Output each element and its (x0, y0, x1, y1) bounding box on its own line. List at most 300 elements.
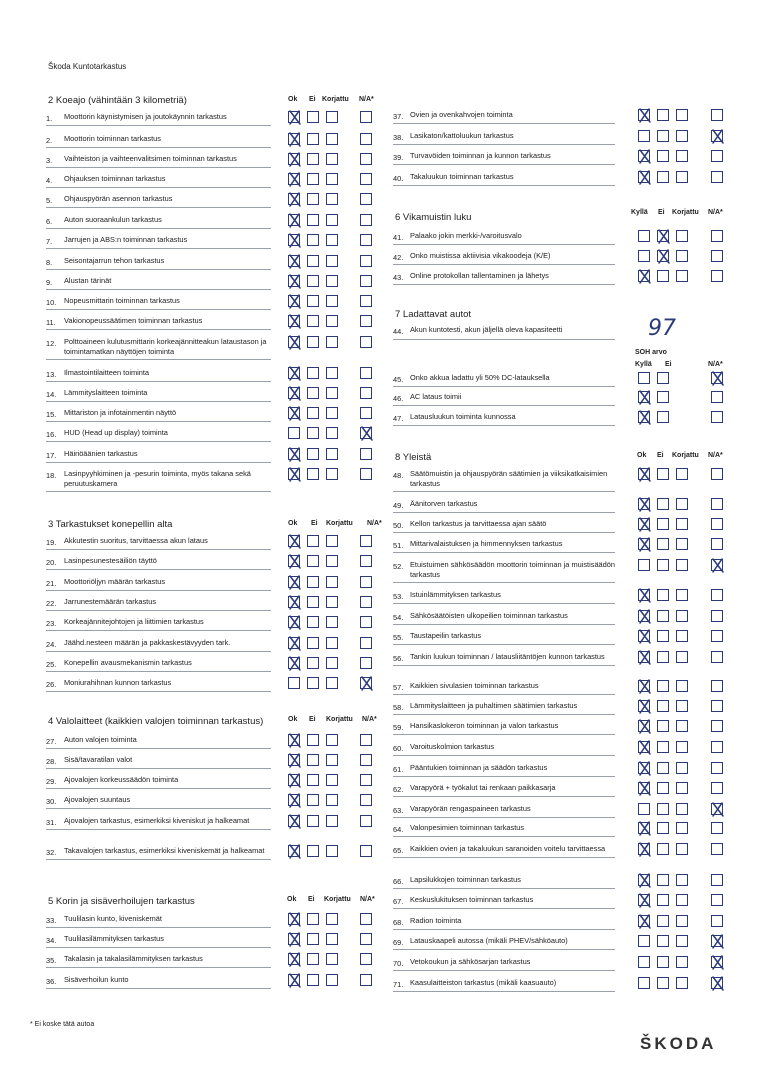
checkbox-na[interactable] (360, 616, 372, 628)
checkbox-ok[interactable] (288, 214, 300, 226)
checkbox-korjattu[interactable] (676, 915, 688, 927)
checkbox-korjattu[interactable] (676, 630, 688, 642)
checkbox-ok[interactable] (288, 315, 300, 327)
checkbox-korjattu[interactable] (676, 498, 688, 510)
checkbox-ei[interactable] (307, 275, 319, 287)
checkbox-ei[interactable] (307, 794, 319, 806)
checkbox-ei[interactable] (307, 111, 319, 123)
item-label: Lämmityslaitteen toiminta (64, 388, 148, 397)
checkbox-ei[interactable] (657, 270, 669, 282)
checkbox-korjattu[interactable] (326, 336, 338, 348)
item-number: 60. (393, 744, 404, 753)
checkbox-na[interactable] (360, 754, 372, 766)
checkbox-korjattu[interactable] (326, 315, 338, 327)
checkbox-korjattu[interactable] (676, 894, 688, 906)
checkbox-ei[interactable] (307, 933, 319, 945)
checkbox-korjattu[interactable] (326, 255, 338, 267)
checkbox-ok[interactable] (638, 230, 650, 242)
checkbox-na[interactable] (711, 150, 723, 162)
checkbox-korjattu[interactable] (676, 843, 688, 855)
checkbox-korjattu[interactable] (676, 956, 688, 968)
checkbox-ei[interactable] (657, 894, 669, 906)
checkbox-ok[interactable] (288, 448, 300, 460)
column-header: Korjattu (672, 452, 699, 459)
checkbox-korjattu[interactable] (326, 774, 338, 786)
checkbox-ok[interactable] (288, 336, 300, 348)
checkbox-na[interactable] (711, 915, 723, 927)
handwritten-cross-icon (287, 273, 302, 290)
checkbox-ok[interactable] (288, 407, 300, 419)
checkbox-na[interactable] (711, 372, 723, 384)
checkbox-ei[interactable] (307, 214, 319, 226)
checkbox-ei[interactable] (657, 498, 669, 510)
checkbox-korjattu[interactable] (326, 367, 338, 379)
checkbox-korjattu[interactable] (676, 741, 688, 753)
checkbox-korjattu[interactable] (676, 874, 688, 886)
checkbox-korjattu[interactable] (326, 815, 338, 827)
checkbox-na[interactable] (711, 700, 723, 712)
checkbox-ok[interactable] (288, 295, 300, 307)
item-label: Vetokoukun ja sähkösarjan tarkastus (410, 957, 531, 966)
checkbox-ei[interactable] (307, 657, 319, 669)
checkbox-na[interactable] (711, 559, 723, 571)
checkbox-ei[interactable] (657, 935, 669, 947)
checkbox-ok[interactable] (638, 518, 650, 530)
checkbox-na[interactable] (711, 250, 723, 262)
checkbox-na[interactable] (711, 130, 723, 142)
checkbox-ok[interactable] (638, 762, 650, 774)
checkbox-ok[interactable] (288, 427, 300, 439)
checkbox-na[interactable] (711, 822, 723, 834)
checkbox-korjattu[interactable] (676, 171, 688, 183)
checkbox-korjattu[interactable] (676, 822, 688, 834)
checkbox-ei[interactable] (657, 610, 669, 622)
checkbox-ok[interactable] (638, 843, 650, 855)
checkbox-ei[interactable] (657, 230, 669, 242)
checkbox-na[interactable] (711, 391, 723, 403)
checkbox-na[interactable] (360, 555, 372, 567)
checkbox-na[interactable] (360, 367, 372, 379)
checkbox-ei[interactable] (307, 616, 319, 628)
checkbox-ei[interactable] (307, 407, 319, 419)
checkbox-korjattu[interactable] (676, 762, 688, 774)
checkbox-ok[interactable] (638, 270, 650, 282)
handwritten-cross-icon (287, 553, 302, 570)
checkbox-ei[interactable] (657, 822, 669, 834)
checkbox-ei[interactable] (307, 234, 319, 246)
checkbox-ok[interactable] (288, 637, 300, 649)
checkbox-ei[interactable] (307, 677, 319, 689)
checkbox-kylla[interactable] (638, 372, 650, 384)
checkbox-ok[interactable] (288, 815, 300, 827)
checkbox-na[interactable] (711, 610, 723, 622)
checkbox-ok[interactable] (288, 111, 300, 123)
checkbox-na[interactable] (360, 734, 372, 746)
row-divider (46, 401, 271, 402)
checkbox-na[interactable] (711, 538, 723, 550)
checkbox-na[interactable] (360, 535, 372, 547)
checkbox-korjattu[interactable] (326, 974, 338, 986)
checkbox-ei[interactable] (307, 974, 319, 986)
checkbox-ok[interactable] (288, 953, 300, 965)
checkbox-kylla[interactable] (638, 411, 650, 423)
checkbox-korjattu[interactable] (326, 576, 338, 588)
checkbox-ei[interactable] (657, 391, 669, 403)
checkbox-na[interactable] (711, 874, 723, 886)
checkbox-na[interactable] (711, 230, 723, 242)
checkbox-ok[interactable] (638, 803, 650, 815)
checkbox-na[interactable] (711, 741, 723, 753)
checkbox-na[interactable] (360, 794, 372, 806)
checkbox-ei[interactable] (307, 953, 319, 965)
item-number: 1. (46, 114, 53, 123)
checkbox-korjattu[interactable] (676, 680, 688, 692)
checkbox-na[interactable] (360, 193, 372, 205)
checkbox-korjattu[interactable] (676, 230, 688, 242)
checkbox-ok[interactable] (288, 754, 300, 766)
checkbox-ok[interactable] (638, 894, 650, 906)
checkbox-ok[interactable] (638, 782, 650, 794)
checkbox-na[interactable] (360, 133, 372, 145)
checkbox-ok[interactable] (638, 822, 650, 834)
checkbox-ok[interactable] (288, 616, 300, 628)
checkbox-korjattu[interactable] (326, 637, 338, 649)
checkbox-ei[interactable] (657, 468, 669, 480)
handwritten-cross-icon (637, 820, 652, 837)
checkbox-ei[interactable] (307, 255, 319, 267)
checkbox-ok[interactable] (288, 255, 300, 267)
row-divider (393, 817, 615, 818)
checkbox-ei[interactable] (657, 589, 669, 601)
checkbox-ei[interactable] (657, 109, 669, 121)
checkbox-na[interactable] (711, 109, 723, 121)
checkbox-na[interactable] (360, 845, 372, 857)
checkbox-ei[interactable] (657, 630, 669, 642)
checkbox-na[interactable] (711, 589, 723, 601)
checkbox-ok[interactable] (288, 794, 300, 806)
checkbox-na[interactable] (360, 576, 372, 588)
checkbox-ok[interactable] (638, 498, 650, 510)
checkbox-korjattu[interactable] (326, 153, 338, 165)
checkbox-ok[interactable] (638, 589, 650, 601)
checkbox-na[interactable] (711, 803, 723, 815)
checkbox-ok[interactable] (638, 468, 650, 480)
checkbox-ei[interactable] (657, 411, 669, 423)
checkbox-korjattu[interactable] (326, 913, 338, 925)
checkbox-ok[interactable] (638, 559, 650, 571)
checkbox-ok[interactable] (288, 468, 300, 480)
checkbox-ei[interactable] (657, 680, 669, 692)
checkbox-ei[interactable] (307, 576, 319, 588)
checkbox-ei[interactable] (657, 700, 669, 712)
checkbox-ei[interactable] (307, 427, 319, 439)
checkbox-ei[interactable] (657, 874, 669, 886)
checkbox-ok[interactable] (638, 610, 650, 622)
checkbox-korjattu[interactable] (326, 754, 338, 766)
checkbox-ok[interactable] (288, 734, 300, 746)
checkbox-na[interactable] (711, 782, 723, 794)
checkbox-ok[interactable] (288, 845, 300, 857)
checkbox-na[interactable] (711, 411, 723, 423)
checkbox-korjattu[interactable] (326, 193, 338, 205)
checkbox-na[interactable] (711, 270, 723, 282)
checkbox-korjattu[interactable] (326, 657, 338, 669)
checkbox-ei[interactable] (307, 596, 319, 608)
checkbox-ok[interactable] (288, 387, 300, 399)
checkbox-korjattu[interactable] (326, 234, 338, 246)
checkbox-korjattu[interactable] (326, 173, 338, 185)
checkbox-ei[interactable] (657, 518, 669, 530)
checkbox-ei[interactable] (657, 782, 669, 794)
checkbox-ok[interactable] (288, 193, 300, 205)
checkbox-korjattu[interactable] (676, 559, 688, 571)
column-header: N/A* (360, 896, 375, 903)
checkbox-na[interactable] (360, 774, 372, 786)
item-label: Etuistuimen sähkösäädön moottorin toiminnan ja muistisäädön tarkastus (410, 560, 615, 579)
checkbox-ei[interactable] (657, 720, 669, 732)
checkbox-ei[interactable] (307, 913, 319, 925)
checkbox-korjattu[interactable] (676, 977, 688, 989)
checkbox-ei[interactable] (307, 734, 319, 746)
checkbox-na[interactable] (360, 913, 372, 925)
checkbox-na[interactable] (711, 843, 723, 855)
checkbox-na[interactable] (360, 387, 372, 399)
checkbox-na[interactable] (711, 518, 723, 530)
checkbox-korjattu[interactable] (676, 270, 688, 282)
checkbox-korjattu[interactable] (326, 734, 338, 746)
checkbox-ok[interactable] (288, 913, 300, 925)
checkbox-korjattu[interactable] (676, 803, 688, 815)
checkbox-korjattu[interactable] (676, 468, 688, 480)
checkbox-ei[interactable] (657, 741, 669, 753)
checkbox-na[interactable] (711, 680, 723, 692)
checkbox-korjattu[interactable] (326, 275, 338, 287)
item-number: 54. (393, 613, 404, 622)
checkbox-na[interactable] (711, 956, 723, 968)
checkbox-ok[interactable] (288, 367, 300, 379)
checkbox-ok[interactable] (638, 956, 650, 968)
checkbox-na[interactable] (360, 407, 372, 419)
checkbox-ok[interactable] (288, 974, 300, 986)
row-divider (46, 967, 271, 968)
checkbox-na[interactable] (711, 630, 723, 642)
checkbox-na[interactable] (711, 894, 723, 906)
checkbox-ok[interactable] (638, 130, 650, 142)
checkbox-korjattu[interactable] (676, 150, 688, 162)
checkbox-ei[interactable] (307, 367, 319, 379)
checkbox-korjattu[interactable] (326, 448, 338, 460)
checkbox-korjattu[interactable] (676, 518, 688, 530)
checkbox-ei[interactable] (307, 315, 319, 327)
checkbox-ei[interactable] (657, 372, 669, 384)
checkbox-ei[interactable] (657, 915, 669, 927)
item-number: 62. (393, 785, 404, 794)
checkbox-na[interactable] (360, 275, 372, 287)
checkbox-ei[interactable] (307, 153, 319, 165)
item-number: 10. (46, 298, 57, 307)
checkbox-ei[interactable] (307, 448, 319, 460)
checkbox-korjattu[interactable] (326, 111, 338, 123)
checkbox-ok[interactable] (638, 630, 650, 642)
checkbox-na[interactable] (360, 255, 372, 267)
checkbox-na[interactable] (360, 974, 372, 986)
checkbox-na[interactable] (360, 295, 372, 307)
checkbox-korjattu[interactable] (326, 616, 338, 628)
checkbox-na[interactable] (360, 657, 372, 669)
checkbox-korjattu[interactable] (676, 651, 688, 663)
checkbox-na[interactable] (360, 677, 372, 689)
checkbox-ei[interactable] (307, 845, 319, 857)
checkbox-korjattu[interactable] (326, 468, 338, 480)
checkbox-ok[interactable] (638, 977, 650, 989)
checkbox-na[interactable] (711, 498, 723, 510)
checkbox-ok[interactable] (638, 538, 650, 550)
checkbox-korjattu[interactable] (676, 109, 688, 121)
checkbox-ei[interactable] (307, 637, 319, 649)
checkbox-ok[interactable] (288, 275, 300, 287)
checkbox-korjattu[interactable] (326, 953, 338, 965)
checkbox-korjattu[interactable] (676, 250, 688, 262)
checkbox-na[interactable] (711, 977, 723, 989)
checkbox-korjattu[interactable] (326, 387, 338, 399)
checkbox-ok[interactable] (638, 915, 650, 927)
checkbox-ei[interactable] (657, 250, 669, 262)
checkbox-ok[interactable] (638, 651, 650, 663)
checkbox-ok[interactable] (288, 677, 300, 689)
checkbox-ok[interactable] (288, 555, 300, 567)
checkbox-korjattu[interactable] (676, 538, 688, 550)
checkbox-ok[interactable] (288, 133, 300, 145)
checkbox-ei[interactable] (657, 762, 669, 774)
checkbox-ei[interactable] (307, 468, 319, 480)
checkbox-ei[interactable] (657, 538, 669, 550)
checkbox-korjattu[interactable] (326, 677, 338, 689)
checkbox-ei[interactable] (657, 843, 669, 855)
checkbox-ok[interactable] (288, 535, 300, 547)
checkbox-ok[interactable] (288, 234, 300, 246)
checkbox-ei[interactable] (307, 295, 319, 307)
checkbox-ok[interactable] (288, 774, 300, 786)
row-divider (393, 123, 615, 124)
checkbox-korjattu[interactable] (676, 130, 688, 142)
checkbox-na[interactable] (711, 720, 723, 732)
checkbox-na[interactable] (360, 448, 372, 460)
checkbox-ei[interactable] (307, 193, 319, 205)
checkbox-korjattu[interactable] (326, 295, 338, 307)
checkbox-ok[interactable] (638, 680, 650, 692)
checkbox-ei[interactable] (307, 815, 319, 827)
checkbox-ok[interactable] (288, 576, 300, 588)
checkbox-ok[interactable] (288, 153, 300, 165)
checkbox-na[interactable] (360, 315, 372, 327)
checkbox-korjattu[interactable] (326, 555, 338, 567)
checkbox-ok[interactable] (288, 933, 300, 945)
checkbox-korjattu[interactable] (676, 589, 688, 601)
checkbox-na[interactable] (711, 468, 723, 480)
checkbox-ei[interactable] (307, 387, 319, 399)
checkbox-ok[interactable] (638, 874, 650, 886)
checkbox-ei[interactable] (657, 171, 669, 183)
checkbox-korjattu[interactable] (326, 407, 338, 419)
checkbox-korjattu[interactable] (326, 794, 338, 806)
item-label: Lasinpesunestesäiliön täyttö (64, 556, 157, 565)
checkbox-ei[interactable] (657, 150, 669, 162)
checkbox-na[interactable] (360, 933, 372, 945)
checkbox-ei[interactable] (657, 803, 669, 815)
item-number: 67. (393, 897, 404, 906)
checkbox-ei[interactable] (307, 754, 319, 766)
checkbox-korjattu[interactable] (326, 427, 338, 439)
checkbox-korjattu[interactable] (676, 700, 688, 712)
checkbox-na[interactable] (711, 762, 723, 774)
checkbox-na[interactable] (360, 173, 372, 185)
checkbox-na[interactable] (360, 815, 372, 827)
checkbox-na[interactable] (360, 234, 372, 246)
item-label: Tuulilasin kunto, kiveniskemät (64, 914, 162, 923)
checkbox-ok[interactable] (288, 657, 300, 669)
checkbox-ei[interactable] (657, 977, 669, 989)
checkbox-na[interactable] (711, 935, 723, 947)
checkbox-ei[interactable] (307, 535, 319, 547)
checkbox-ok[interactable] (638, 250, 650, 262)
checkbox-ok[interactable] (638, 150, 650, 162)
checkbox-na[interactable] (360, 214, 372, 226)
checkbox-korjattu[interactable] (676, 720, 688, 732)
checkbox-ok[interactable] (638, 109, 650, 121)
checkbox-korjattu[interactable] (676, 610, 688, 622)
checkbox-korjattu[interactable] (326, 845, 338, 857)
checkbox-korjattu[interactable] (326, 214, 338, 226)
checkbox-ei[interactable] (657, 130, 669, 142)
row-divider (393, 694, 615, 695)
checkbox-ei[interactable] (657, 956, 669, 968)
checkbox-korjattu[interactable] (326, 596, 338, 608)
item-label: Säätömuistin ja ohjauspyörän säätimien ja viiksikatkaisimien tarkastus (410, 469, 608, 488)
checkbox-ei[interactable] (307, 774, 319, 786)
checkbox-ok[interactable] (288, 173, 300, 185)
checkbox-ok[interactable] (288, 596, 300, 608)
checkbox-ei[interactable] (657, 559, 669, 571)
checkbox-na[interactable] (711, 171, 723, 183)
checkbox-na[interactable] (360, 637, 372, 649)
checkbox-ei[interactable] (657, 651, 669, 663)
checkbox-na[interactable] (360, 596, 372, 608)
checkbox-na[interactable] (360, 153, 372, 165)
checkbox-ok[interactable] (638, 935, 650, 947)
checkbox-korjattu[interactable] (326, 133, 338, 145)
checkbox-na[interactable] (360, 336, 372, 348)
checkbox-kylla[interactable] (638, 391, 650, 403)
checkbox-korjattu[interactable] (676, 935, 688, 947)
checkbox-ei[interactable] (307, 133, 319, 145)
checkbox-ok[interactable] (638, 171, 650, 183)
checkbox-na[interactable] (360, 468, 372, 480)
checkbox-ei[interactable] (307, 336, 319, 348)
checkbox-ei[interactable] (307, 555, 319, 567)
checkbox-ok[interactable] (638, 700, 650, 712)
checkbox-na[interactable] (360, 111, 372, 123)
checkbox-korjattu[interactable] (676, 782, 688, 794)
checkbox-na[interactable] (360, 953, 372, 965)
checkbox-na[interactable] (711, 651, 723, 663)
document-title: Škoda Kuntotarkastus (48, 62, 127, 71)
checkbox-korjattu[interactable] (326, 933, 338, 945)
checkbox-korjattu[interactable] (326, 535, 338, 547)
checkbox-ok[interactable] (638, 741, 650, 753)
checkbox-ok[interactable] (638, 720, 650, 732)
checkbox-ei[interactable] (307, 173, 319, 185)
checkbox-na[interactable] (360, 427, 372, 439)
